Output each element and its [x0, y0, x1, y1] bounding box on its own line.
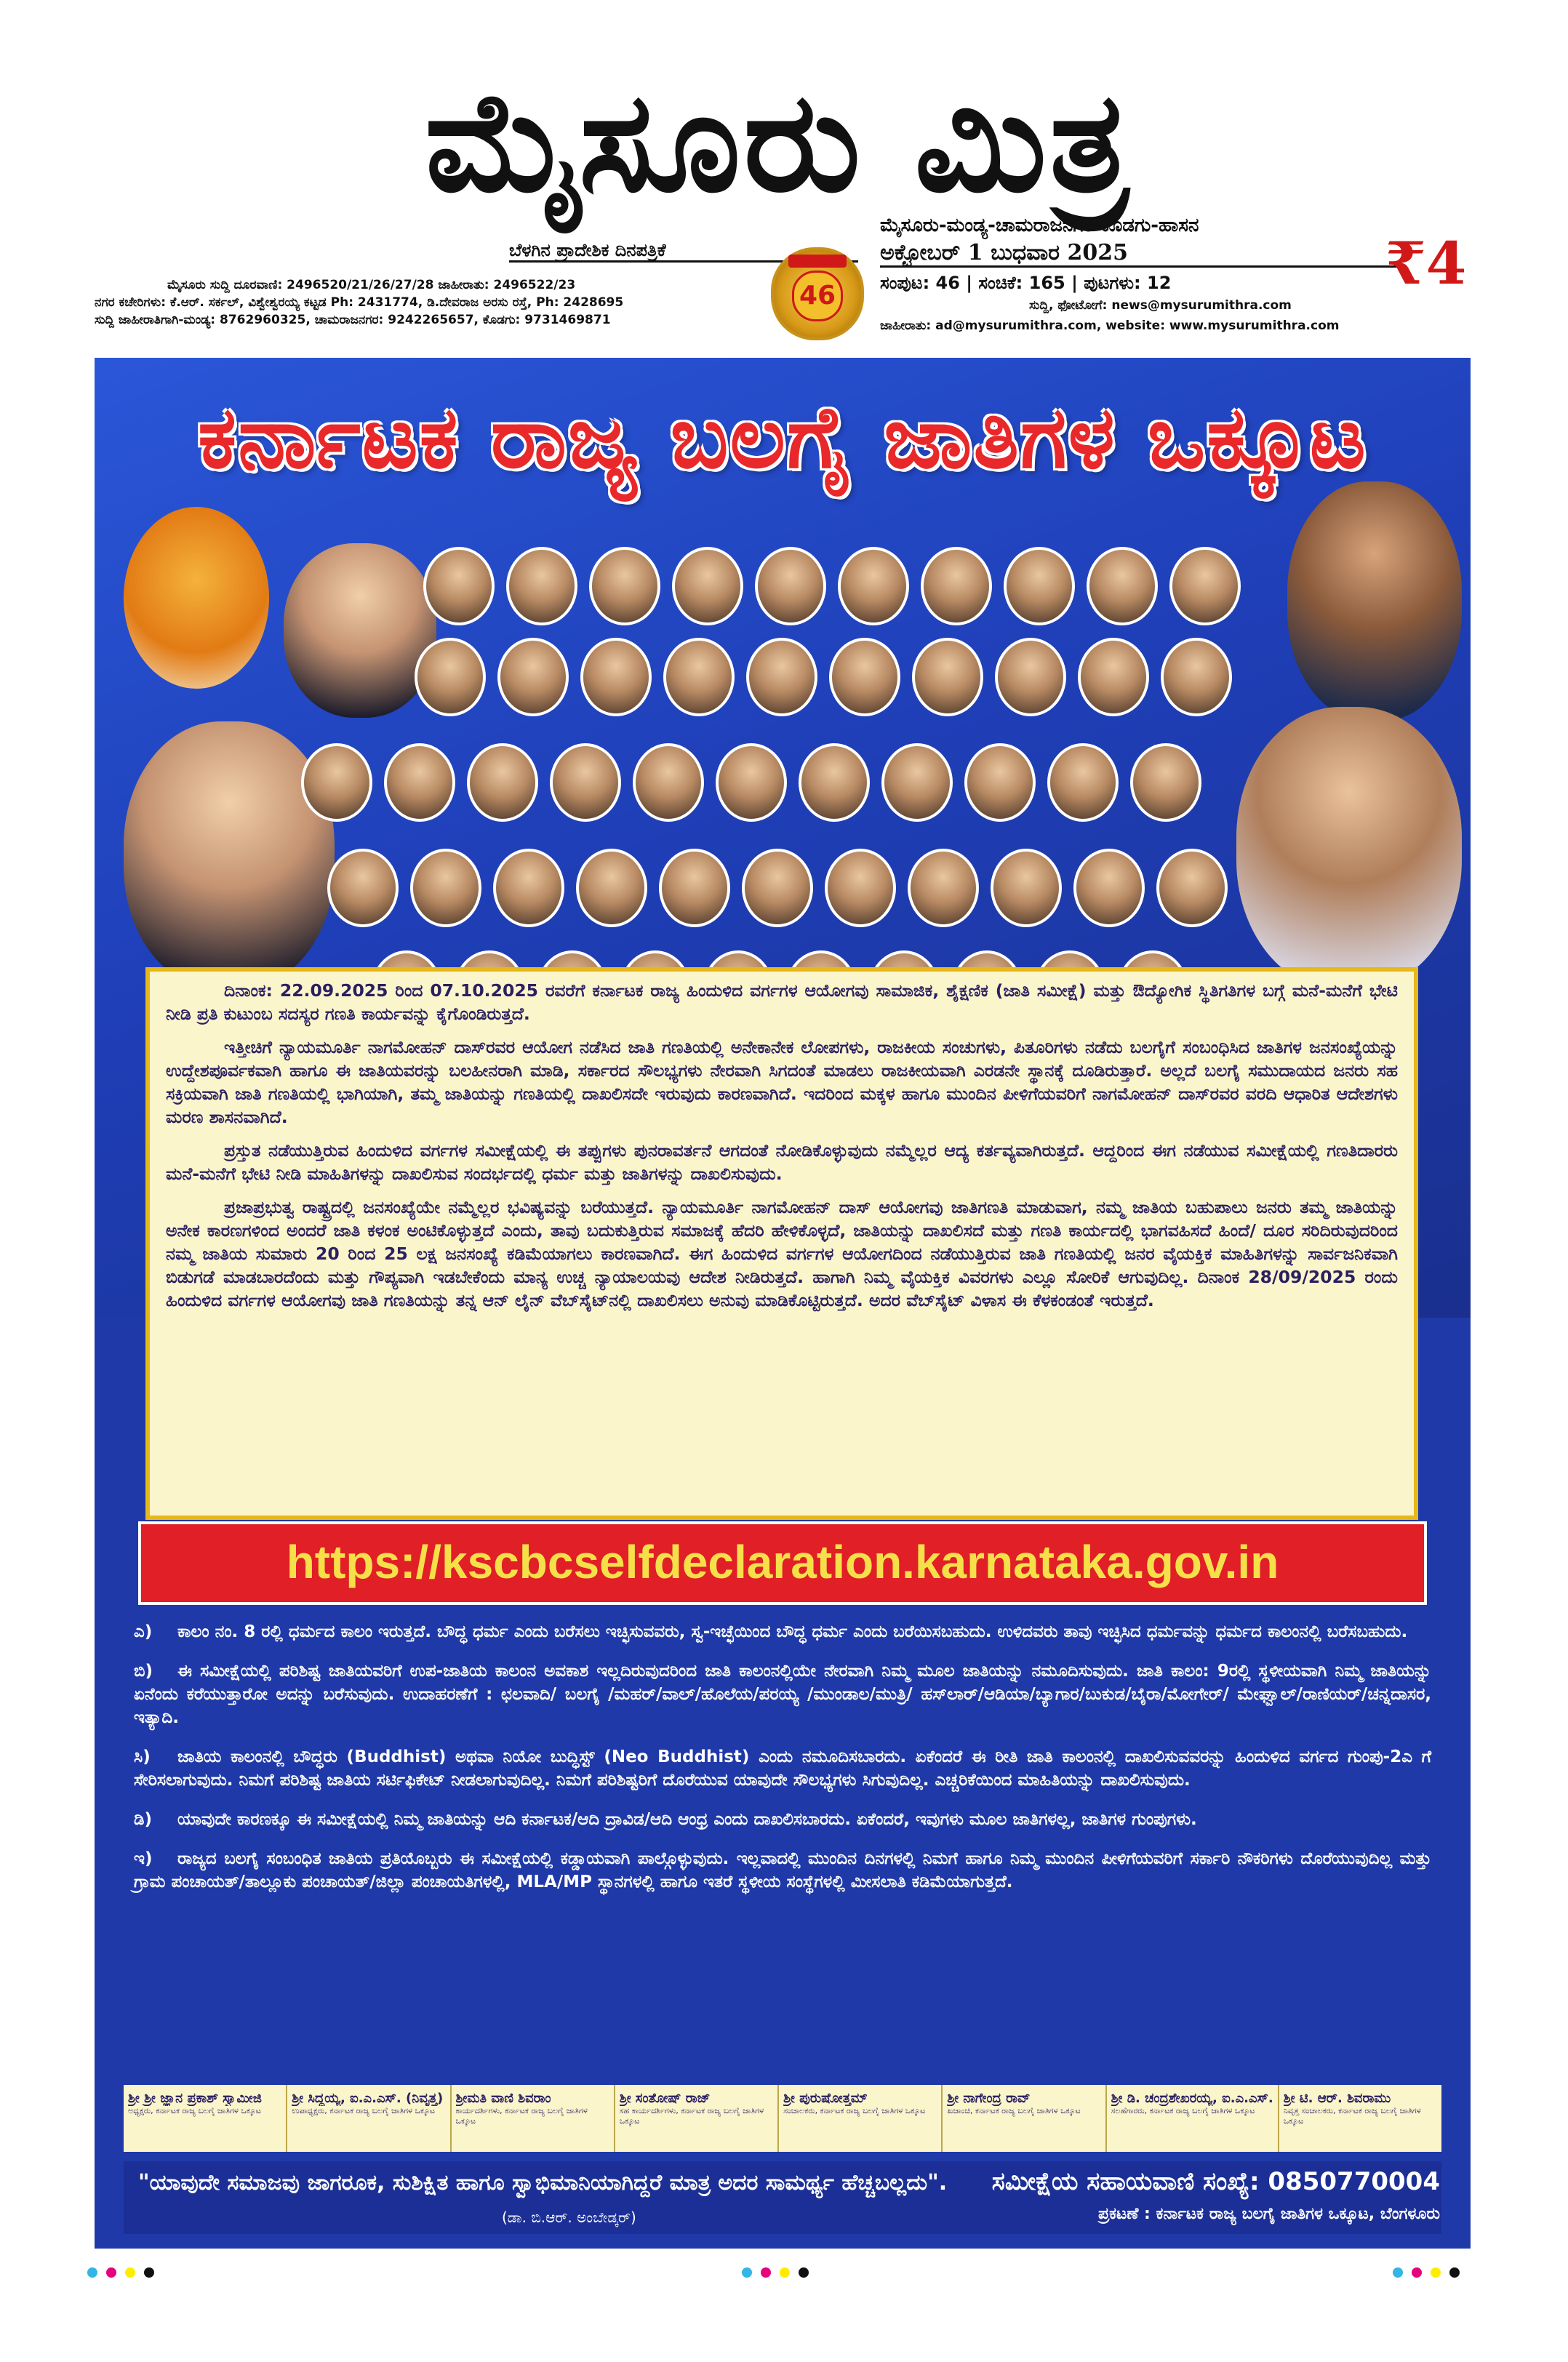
emblem-ribbon [788, 255, 847, 268]
statement-paragraph-2: ಇತ್ತೀಚಿಗೆ ನ್ಯಾಯಮೂರ್ತಿ ನಾಗಮೋಹನ್ ದಾಸ್‌ರವರ ಆಯೋಗ ನಡೆಸಿದ ಜಾತಿ ಗಣತಿಯಲ್ಲಿ ಅನೇಕಾನೇಕ ಲೋಪಗಳು, ರಾಜಕೀಯ ಸಂಚುಗಳು, ಪಿತೂರಿಗಳು ನಡೆದು ಬಲಗೈಗೆ ಸಂಬಂಧಿಸಿದ ಜಾತಿಗಳ ಜನಸಂಖ್ಯೆಯನ್ನು ಉದ್ದೇಶಪೂರ್ವಕವಾಗಿ ಹಾಗೂ ಈ ಜಾತಿಯವರನ್ನು ಬಲಹೀನರಾಗಿ ಮಾಡಿ, ಸರ್ಕಾರದ ಸೌಲಭ್ಯಗಳು ನೇರವಾಗಿ ಸಿಗದಂತೆ ಮಾಡಲು ರಾಜಕೀಯವಾಗಿ ಎರಡನೇ ಸ್ಥಾನಕ್ಕೆ ದೂಡಿರುತ್ತಾರೆ. ಅಲ್ಲದೆ ಬಲಗೈ ಸಮುದಾಯದ ಜನರು ಸಹ ಸಕ್ರಿಯವಾಗಿ ಜಾತಿ ಗಣತಿಯಲ್ಲಿ ಭಾಗಿಯಾಗಿ, ತಮ್ಮ ಜಾತಿಯನ್ನು ಗಣತಿಯಲ್ಲಿ ದಾಖಲಿಸದೇ ಇರುವುದು ಕಾರಣವಾಗಿದೆ. ಇದರಿಂದ ಮಕ್ಕಳ ಹಾಗೂ ಮುಂದಿನ ಪೀಳಿಗೆಯವರಿಗೆ ನಾಗಮೋಹನ್ ದಾಸ್‌ರವರ ವರದಿ ಆಧಾರಿತ ಆದೇಶಗಳು ಮರಣ ಶಾಸನವಾಗಿದೆ. [166, 1037, 1398, 1127]
leader-photo-left-top [284, 543, 436, 718]
portrait-photo [410, 849, 481, 927]
portrait-photo [672, 547, 743, 625]
portrait-photo [1169, 547, 1241, 625]
portrait-photo [1156, 849, 1228, 927]
contact-line-3: ಸುದ್ದಿ ಜಾಹೀರಾತಿಗಾಗಿ-ಮಂಡ್ಯ: 8762960325, ಚಾಮರಾಜನಗರ: 9242265657, ಕೊಡಗು: 9731469871 [95, 313, 611, 327]
signatory [287, 2085, 451, 2152]
signatory [779, 2085, 943, 2152]
portrait-photo [991, 849, 1062, 927]
signatory-role: ಅಧ್ಯಕ್ಷರು, ಕರ್ನಾಟಕ ರಾಜ್ಯ ಬಲಗೈ ಜಾತಿಗಳ ಒಕ್ಕೂಟ [128, 2106, 261, 2115]
registration-marks-center [742, 2267, 809, 2278]
portrait-photo [1004, 547, 1075, 625]
instruction-marker: ಇ) [134, 1849, 153, 1868]
instruction-text: ರಾಜ್ಯದ ಬಲಗೈ ಸಂಬಂಧಿತ ಜಾತಿಯ ಪ್ರತಿಯೊಬ್ಬರು ಈ ಸಮೀಕ್ಷೆಯಲ್ಲಿ ಕಡ್ಡಾಯವಾಗಿ ಪಾಲ್ಗೊಳ್ಳುವುದು. ಇಲ್ಲವಾದಲ್ಲಿ ಮುಂದಿನ ದಿನಗಳಲ್ಲಿ ನಿಮಗೆ ಹಾಗೂ ನಿಮ್ಮ ಮುಂದಿನ ಪೀಳಿಗೆಯವರಿಗೆ ಸರ್ಕಾರಿ ನೌಕರಿಗಳು ದೊರೆಯುವುದಿಲ್ಲ ಮತ್ತು ಗ್ರಾಮ ಪಂಚಾಯತ್/ತಾಲ್ಲೂಕು ಪಂಚಾಯತ್/ಜಿಲ್ಲಾ ಪಂಚಾಯತಿಗಳಲ್ಲಿ, MLA/MP ಸ್ಥಾನಗಳಲ್ಲಿ ಹಾಗೂ ಇತರೆ ಸ್ಥಳೀಯ ಸಂಸ್ಥೆಗಳಲ್ಲಿ ಮೀಸಲಾತಿ ಕಡಿಮೆಯಾಗುತ್ತದೆ. [134, 1849, 1431, 1891]
instruction-text: ಕಾಲಂ ನಂ. 8 ರಲ್ಲಿ ಧರ್ಮದ ಕಾಲಂ ಇರುತ್ತದೆ. ಬೌದ್ಧ ಧರ್ಮ ಎಂದು ಬರೆಸಲು ಇಚ್ಛಿಸುವವರು, ಸ್ವ-ಇಚ್ಛೆಯಿಂದ ಬೌದ್ಧ ಧರ್ಮ ಎಂದು ಬರೆಯಿಸಬಹುದು. ಉಳಿದವರು ತಾವು ಇಚ್ಛಿಸಿದ ಧರ್ಮವನ್ನು ಧರ್ಮದ ಕಾಲಂನಲ್ಲಿ ಬರೆಸಬಹುದು. [177, 1622, 1408, 1641]
portrait-photo [1073, 849, 1145, 927]
portrait-photo [1130, 743, 1201, 822]
registration-dot [1412, 2267, 1422, 2278]
regions-line: ಮೈಸೂರು-ಮಂಡ್ಯ-ಚಾಮರಾಜನಗರ-ಕೊಡಗು-ಹಾಸನ [880, 215, 1199, 236]
portrait-photo [589, 547, 660, 625]
signatory [615, 2085, 779, 2152]
quote-author: (ಡಾ. ಬಿ.ಆರ್. ಅಂಬೇಡ್ಕರ್) [502, 2209, 636, 2226]
portrait-photo [633, 743, 704, 822]
signatory-role: ಸಹ ಕಾರ್ಯದರ್ಶಿಗಳು, ಕರ್ನಾಟಕ ರಾಜ್ಯ ಬಲಗೈ ಜಾತಿಗಳ ಒಕ್ಕೂಟ [619, 2106, 764, 2126]
instruction-item [124, 1843, 1441, 1898]
portrait-photo [825, 849, 896, 927]
ad-title: ಕರ್ನಾಟಕ ರಾಜ್ಯ ಬಲಗೈ ಜಾತಿಗಳ ಒಕ್ಕೂಟ [198, 387, 1367, 487]
signatory-name: ಶ್ರೀ ಡಿ. ಚಂದ್ರಶೇಖರಯ್ಯ, ಐ.ಎ.ಎಸ್. [1111, 2091, 1273, 2106]
registration-dot [799, 2267, 809, 2278]
registration-dot [1431, 2267, 1441, 2278]
signatory-name: ಶ್ರೀಮತಿ ವಾಣಿ ಶಿವರಾಂ [455, 2091, 551, 2106]
issue-info: ಸಂಪುಟ: 46 | ಸಂಚಿಕೆ: 165 | ಪುಟಗಳು: 12 [880, 273, 1172, 293]
tagline: ಬೆಳಗಿನ ಪ್ರಾದೇಶಿಕ ದಿನಪತ್ರಿಕೆ [509, 240, 858, 263]
portrait-photo [964, 743, 1036, 822]
signatories-row [124, 2085, 1441, 2152]
signatory-name: ಶ್ರೀ ಟಿ. ಆರ್. ಶಿವರಾಮು [1283, 2091, 1391, 2106]
publisher-line: ಪ್ರಕಟಣೆ : ಕರ್ನಾಟಕ ರಾಜ್ಯ ಬಲಗೈ ಜಾತಿಗಳ ಒಕ್ಕೂಟ, ಬೆಂಗಳೂರು [1098, 2205, 1440, 2223]
registration-marks-right [1393, 2267, 1460, 2278]
signatory [452, 2085, 615, 2152]
registration-dot [1449, 2267, 1460, 2278]
portrait-photo [746, 638, 817, 716]
statement-panel [145, 967, 1418, 1520]
portrait-photo [423, 547, 495, 625]
portrait-photo [716, 743, 787, 822]
portrait-photo [467, 743, 538, 822]
portrait-photo [742, 849, 813, 927]
portrait-photo [1087, 547, 1158, 625]
instruction-text: ಜಾತಿಯ ಕಾಲಂನಲ್ಲಿ ಬೌದ್ಧರು (Buddhist) ಅಥವಾ ನಿಯೋ ಬುದ್ಧಿಸ್ಟ್ (Neo Buddhist) ಎಂದು ನಮೂದಿಸಬಾರದು. ಏಕೆಂದರೆ ಈ ರೀತಿ ಜಾತಿ ಕಾಲಂನಲ್ಲಿ ದಾಖಲಿಸುವವರನ್ನು ಹಿಂದುಳಿದ ವರ್ಗದ ಗುಂಪು-2ಎ ಗೆ ಸೇರಿಸಲಾಗುವುದು. ನಿಮಗೆ ಪರಿಶಿಷ್ಟ ಜಾತಿಯ ಸರ್ಟಿಫಿಕೇಟ್ ನೀಡಲಾಗುವುದಿಲ್ಲ. ನಿಮಗೆ ಪರಿಶಿಷ್ಟರಿಗೆ ದೊರೆಯುವ ಯಾವುದೇ ಸೌಲಭ್ಯಗಳು ಸಿಗುವುದಿಲ್ಲ. ಎಚ್ಚರಿಕೆಯಿಂದ ಮಾಹಿತಿಯನ್ನು ದಾಖಲಿಸುವುದು. [134, 1748, 1431, 1790]
leader-photo-left-large [124, 721, 335, 990]
portrait-photo [663, 638, 735, 716]
portrait-photo [908, 849, 979, 927]
signatory [1107, 2085, 1279, 2152]
leader-photo-right-large [1236, 707, 1462, 990]
signatory-role: ಖಜಾಂಚಿ, ಕರ್ನಾಟಕ ರಾಜ್ಯ ಬಲಗೈ ಜಾತಿಗಳ ಒಕ್ಕೂಟ [947, 2106, 1081, 2115]
advertisement [95, 358, 1471, 2249]
anniversary-emblem [771, 247, 864, 340]
registration-marks-left [87, 2267, 154, 2278]
portrait-photo [550, 743, 621, 822]
portrait-photo [327, 849, 399, 927]
instruction-marker: ಡಿ) [134, 1810, 153, 1829]
portrait-photo [1078, 638, 1149, 716]
signatory [943, 2085, 1106, 2152]
instruction-marker: ಬಿ) [134, 1662, 153, 1681]
signatory-name: ಶ್ರೀ ಸಂತೋಷ್ ರಾಜ್ [619, 2091, 711, 2106]
instruction-text: ಯಾವುದೇ ಕಾರಣಕ್ಕೂ ಈ ಸಮೀಕ್ಷೆಯಲ್ಲಿ ನಿಮ್ಮ ಜಾತಿಯನ್ನು ಆದಿ ಕರ್ನಾಟಕ/ಆದಿ ದ್ರಾವಿಡ/ಆದಿ ಆಂಧ್ರ ಎಂದು ದಾಖಲಿಸಬಾರದು. ಏಕೆಂದರೆ, ಇವುಗಳು ಮೂಲ ಜಾತಿಗಳಲ್ಲ, ಜಾತಿಗಳ ಗುಂಪುಗಳು. [177, 1810, 1197, 1829]
portrait-photo [1161, 638, 1232, 716]
portrait-photo [493, 849, 564, 927]
instruction-item [124, 1655, 1441, 1734]
contact-ad: ಜಾಹೀರಾತು: ad@mysurumithra.com, website: www.mysurumithra.com [880, 319, 1340, 333]
registration-dot [125, 2267, 135, 2278]
instruction-list [124, 1616, 1441, 1905]
signatory [1279, 2085, 1441, 2152]
ambedkar-quote: "ಯಾವುದೇ ಸಮಾಜವು ಜಾಗರೂಕ, ಸುಶಿಕ್ಷಿತ ಹಾಗೂ ಸ್ವಾಭಿಮಾನಿಯಾಗಿದ್ದರೆ ಮಾತ್ರ ಅದರ ಸಾಮರ್ಥ್ಯ ಹೆಚ್ಚಬಲ್ಲದು". [138, 2170, 948, 2195]
portrait-photo [576, 849, 647, 927]
instruction-marker: ಸಿ) [134, 1748, 151, 1766]
website-url[interactable]: https://kscbcselfdeclaration.karnataka.gov.in [138, 1521, 1427, 1605]
portrait-photo [301, 743, 372, 822]
portrait-photo [415, 638, 486, 716]
portrait-photo [497, 638, 569, 716]
signatory-name: ಶ್ರೀ ನಾಗೇಂದ್ರ ರಾವ್ [947, 2091, 1031, 2106]
contact-line-2: ನಗರ ಕಚೇರಿಗಳು: ಕೆ.ಆರ್. ಸರ್ಕಲ್, ವಿಶ್ವೇಶ್ವರಯ್ಯ ಕಟ್ಟಡ Ph: 2431774, ಡಿ.ದೇವರಾಜ ಅರಸು ರಸ್ತೆ, Ph: 2428695 [95, 295, 624, 310]
contact-line-1: ಮೈಸೂರು ಸುದ್ದಿ ದೂರವಾಣಿ: 2496520/21/26/27/28 ಜಾಹೀರಾತು: 2496522/23 [167, 278, 576, 292]
registration-dot [1393, 2267, 1403, 2278]
registration-dot [761, 2267, 771, 2278]
portrait-photo [755, 547, 826, 625]
signatory-role: ಸಲಹೆಗಾರರು, ಕರ್ನಾಟಕ ರಾಜ್ಯ ಬಲಗೈ ಜಾತಿಗಳ ಒಕ್ಕೂಟ [1111, 2106, 1255, 2115]
instruction-item [124, 1803, 1441, 1835]
portrait-photo [881, 743, 953, 822]
portrait-photo [580, 638, 652, 716]
statement-paragraph-4: ಪ್ರಜಾಪ್ರಭುತ್ವ ರಾಷ್ಟ್ರದಲ್ಲಿ ಜನಸಂಖ್ಯೆಯೇ ನಮ್ಮೆಲ್ಲರ ಭವಿಷ್ಯವನ್ನು ಬರೆಯುತ್ತದೆ. ನ್ಯಾಯಮೂರ್ತಿ ನಾಗಮೋಹನ್ ದಾಸ್ ಆಯೋಗವು ಜಾತಿಗಣತಿ ಮಾಡುವಾಗ, ನಮ್ಮ ಜಾತಿಯ ಬಹುಪಾಲು ಜನರು ತಮ್ಮ ಜಾತಿಯನ್ನು ಅನೇಕ ಕಾರಣಗಳಿಂದ ಅಂದರೆ ಜಾತಿ ಕಳಂಕ ಅಂಟಿಕೊಳ್ಳುತ್ತದೆ ಎಂದು, ತಾವು ಬದುಕುತ್ತಿರುವ ಸಮಾಜಕ್ಕೆ ಹೆದರಿ ಹೇಳಿಕೊಳ್ಳದೆ, ಜಾತಿಯನ್ನು ದಾಖಲಿಸದೆ ಮತ್ತು ಗಣತಿ ಕಾರ್ಯದಲ್ಲಿ ಭಾಗವಹಿಸದೆ ಹಿಂದೆ/ ದೂರ ಸರಿದಿರುವುದರಿಂದ ನಮ್ಮ ಜಾತಿಯ ಸುಮಾರು 20 ರಿಂದ 25 ಲಕ್ಷ ಜನಸಂಖ್ಯೆ ಕಡಿಮೆಯಾಗಲು ಕಾರಣವಾಗಿದೆ. ಈಗ ಹಿಂದುಳಿದ ವರ್ಗಗಳ ಆಯೋಗದಿಂದ ನಡೆಯುತ್ತಿರುವ ಜಾತಿ ಗಣತಿಯಲ್ಲಿ ಜನರ ವೈಯಕ್ತಿಕ ಮಾಹಿತಿಗಳನ್ನು ಸಾರ್ವಜನಿಕವಾಗಿ ಬಿಡುಗಡೆ ಮಾಡಬಾರದೆಂದು ಮತ್ತು ಗೌಪ್ಯವಾಗಿ ಇಡಬೇಕೆಂದು ಮಾನ್ಯ ಉಚ್ಚ ನ್ಯಾಯಾಲಯವು ಆದೇಶ ನೀಡಿರುತ್ತದೆ. ಹಾಗಾಗಿ ನಿಮ್ಮ ವೈಯಕ್ತಿಕ ವಿವರಗಳು ಎಲ್ಲೂ ಸೋರಿಕೆ ಆಗುವುದಿಲ್ಲ. ದಿನಾಂಕ 28/09/2025 ರಂದು ಹಿಂದುಳಿದ ವರ್ಗಗಳ ಆಯೋಗವು ಜಾತಿ ಗಣತಿಯನ್ನು ತನ್ನ ಆನ್ ಲೈನ್ ವೆಬ್‌ಸೈಟ್‌ನಲ್ಲಿ ದಾಖಲಿಸಲು ಅನುವು ಮಾಡಿಕೊಟ್ಟಿರುತ್ತದೆ. ಅದರ ವೆಬ್‌ಸೈಟ್ ವಿಳಾಸ ಈ ಕೆಳಕಂಡಂತೆ ಇರುತ್ತದೆ. [166, 1197, 1398, 1310]
instruction-text: ಈ ಸಮೀಕ್ಷೆಯಲ್ಲಿ ಪರಿಶಿಷ್ಟ ಜಾತಿಯವರಿಗೆ ಉಪ-ಜಾತಿಯ ಕಾಲಂನ ಅವಕಾಶ ಇಲ್ಲದಿರುವುದರಿಂದ ಜಾತಿ ಕಾಲಂನಲ್ಲಿಯೇ ನೇರವಾಗಿ ನಿಮ್ಮ ಮೂಲ ಜಾತಿಯನ್ನು ನಮೂದಿಸುವುದು. ಜಾತಿ ಕಾಲಂ: 9ರಲ್ಲಿ ಸ್ಥಳೀಯವಾಗಿ ನಿಮ್ಮ ಜಾತಿಯನ್ನು ಏನೆಂದು ಕರೆಯುತ್ತಾರೋ ಅದನ್ನು ಬರೆಸುವುದು. ಉದಾಹರಣೆಗೆ : ಛಲವಾದಿ/ ಬಲಗೈ /ಮಹರ್/ವಾಲ್/ಹೊಲೆಯ/ಪರಯ್ಯ /ಮುಂಡಾಲ/ಮುತ್ರಿ/ ಹಸ್‌ಲಾರ್/ಆಡಿಯಾ/ಬ್ಯಾಗಾರ/ಬುಕುಡ/ಬೈರಾ/ಮೋಗೇರ್/ ಮೇಘ್ವಾಲ್/ರಾಣಿಯರ್/ಚನ್ನದಾಸರ, ಇತ್ಯಾದಿ. [134, 1662, 1431, 1727]
statement-paragraph-1: ದಿನಾಂಕ: 22.09.2025 ರಿಂದ 07.10.2025 ರವರೆಗೆ ಕರ್ನಾಟಕ ರಾಜ್ಯ ಹಿಂದುಳಿದ ವರ್ಗಗಳ ಆಯೋಗವು ಸಾಮಾಜಿಕ, ಶೈಕ್ಷಣಿಕ (ಜಾತಿ ಸಮೀಕ್ಷೆ) ಮತ್ತು ಔದ್ಯೋಗಿಕ ಸ್ಥಿತಿಗತಿಗಳ ಬಗ್ಗೆ ಮನೆ-ಮನೆಗೆ ಭೇಟಿ ನೀಡಿ ಪ್ರತಿ ಕುಟುಂಬ ಸದಸ್ಯರ ಗಣತಿ ಕಾರ್ಯವನ್ನು ಕೈಗೊಂಡಿರುತ್ತದೆ. [166, 980, 1398, 1024]
signatory-role: ಸಂಚಾಲಕರು, ಕರ್ನಾಟಕ ರಾಜ್ಯ ಬಲಗೈ ಜಾತಿಗಳ ಒಕ್ಕೂಟ [783, 2106, 926, 2115]
signatory-role: ನಿವೃತ್ತ ಸಂಚಾಲಕರು, ಕರ್ನಾಟಕ ರಾಜ್ಯ ಬಲಗೈ ಜಾತಿಗಳ ಒಕ್ಕೂಟ [1283, 2106, 1421, 2126]
signatory-name: ಶ್ರೀ ಶ್ರೀ ಜ್ಞಾನ ಪ್ರಕಾಶ್ ಸ್ವಾಮೀಜಿ [128, 2091, 262, 2106]
signatory-name: ಶ್ರೀ ಸಿದ್ದಯ್ಯ, ಐ.ಎ.ಎಸ್. (ನಿವೃತ್ತ) [292, 2091, 444, 2106]
portrait-photo [921, 547, 992, 625]
signatory-role: ಕಾರ್ಯದರ್ಶಿಗಳು, ಕರ್ನಾಟಕ ರಾಜ್ಯ ಬಲಗೈ ಜಾತಿಗಳ ಒಕ್ಕೂಟ [455, 2106, 588, 2126]
portrait-photo [912, 638, 983, 716]
price: ₹4 [1385, 229, 1467, 297]
instruction-item [124, 1741, 1441, 1796]
buddha-image [124, 507, 269, 689]
instruction-marker: ಎ) [134, 1622, 153, 1641]
signatory [124, 2085, 287, 2152]
signatory-role: ಉಪಾಧ್ಯಕ್ಷರು, ಕರ್ನಾಟಕ ರಾಜ್ಯ ಬಲಗೈ ಜಾತಿಗಳ ಒಕ್ಕೂಟ [292, 2106, 436, 2115]
issue-date: ಅಕ್ಟೋಬರ್ 1 ಬುಧವಾರ 2025 [880, 240, 1404, 268]
registration-dot [742, 2267, 752, 2278]
portrait-photo [995, 638, 1066, 716]
registration-dot [780, 2267, 790, 2278]
newspaper-title: ಮೈಸೂರು ಮಿತ್ರ [425, 60, 1132, 223]
portrait-photo [506, 547, 577, 625]
registration-dot [144, 2267, 154, 2278]
portrait-photo [838, 547, 909, 625]
portrait-photo [659, 849, 730, 927]
emblem-number: 46 [792, 271, 843, 321]
ambedkar-photo [1287, 481, 1462, 721]
signatory-name: ಶ್ರೀ ಪುರುಷೋತ್ತಮ್ [783, 2091, 868, 2106]
registration-dot [87, 2267, 97, 2278]
registration-dot [106, 2267, 116, 2278]
instruction-item [124, 1616, 1441, 1648]
statement-paragraph-3: ಪ್ರಸ್ತುತ ನಡೆಯುತ್ತಿರುವ ಹಿಂದುಳಿದ ವರ್ಗಗಳ ಸಮೀಕ್ಷೆಯಲ್ಲಿ ಈ ತಪ್ಪುಗಳು ಪುನರಾವರ್ತನೆ ಆಗದಂತೆ ನೋಡಿಕೊಳ್ಳುವುದು ನಮ್ಮೆಲ್ಲರ ಆದ್ಯ ಕರ್ತವ್ಯವಾಗಿರುತ್ತದೆ. ಆದ್ದರಿಂದ ಈಗ ನಡೆಯುವ ಸಮೀಕ್ಷೆಯಲ್ಲಿ ಗಣತಿದಾರರು ಮನೆ-ಮನೆಗೆ ಭೇಟಿ ನೀಡಿ ಮಾಹಿತಿಗಳನ್ನು ದಾಖಲಿಸುವ ಸಂದರ್ಭದಲ್ಲಿ ಧರ್ಮ ಮತ್ತು ಜಾತಿಗಳನ್ನು ದಾಖಲಿಸುವುದು. [166, 1140, 1398, 1184]
portrait-photo [384, 743, 455, 822]
contact-news: ಸುದ್ದಿ, ಫೋಟೋಗೆ: news@mysurumithra.com [1029, 298, 1292, 313]
portrait-photo [829, 638, 900, 716]
portrait-photo [799, 743, 870, 822]
portrait-photo [1047, 743, 1119, 822]
helpline-number: ಸಮೀಕ್ಷೆಯ ಸಹಾಯವಾಣಿ ಸಂಖ್ಯೆ: 0850770004 [991, 2167, 1440, 2196]
